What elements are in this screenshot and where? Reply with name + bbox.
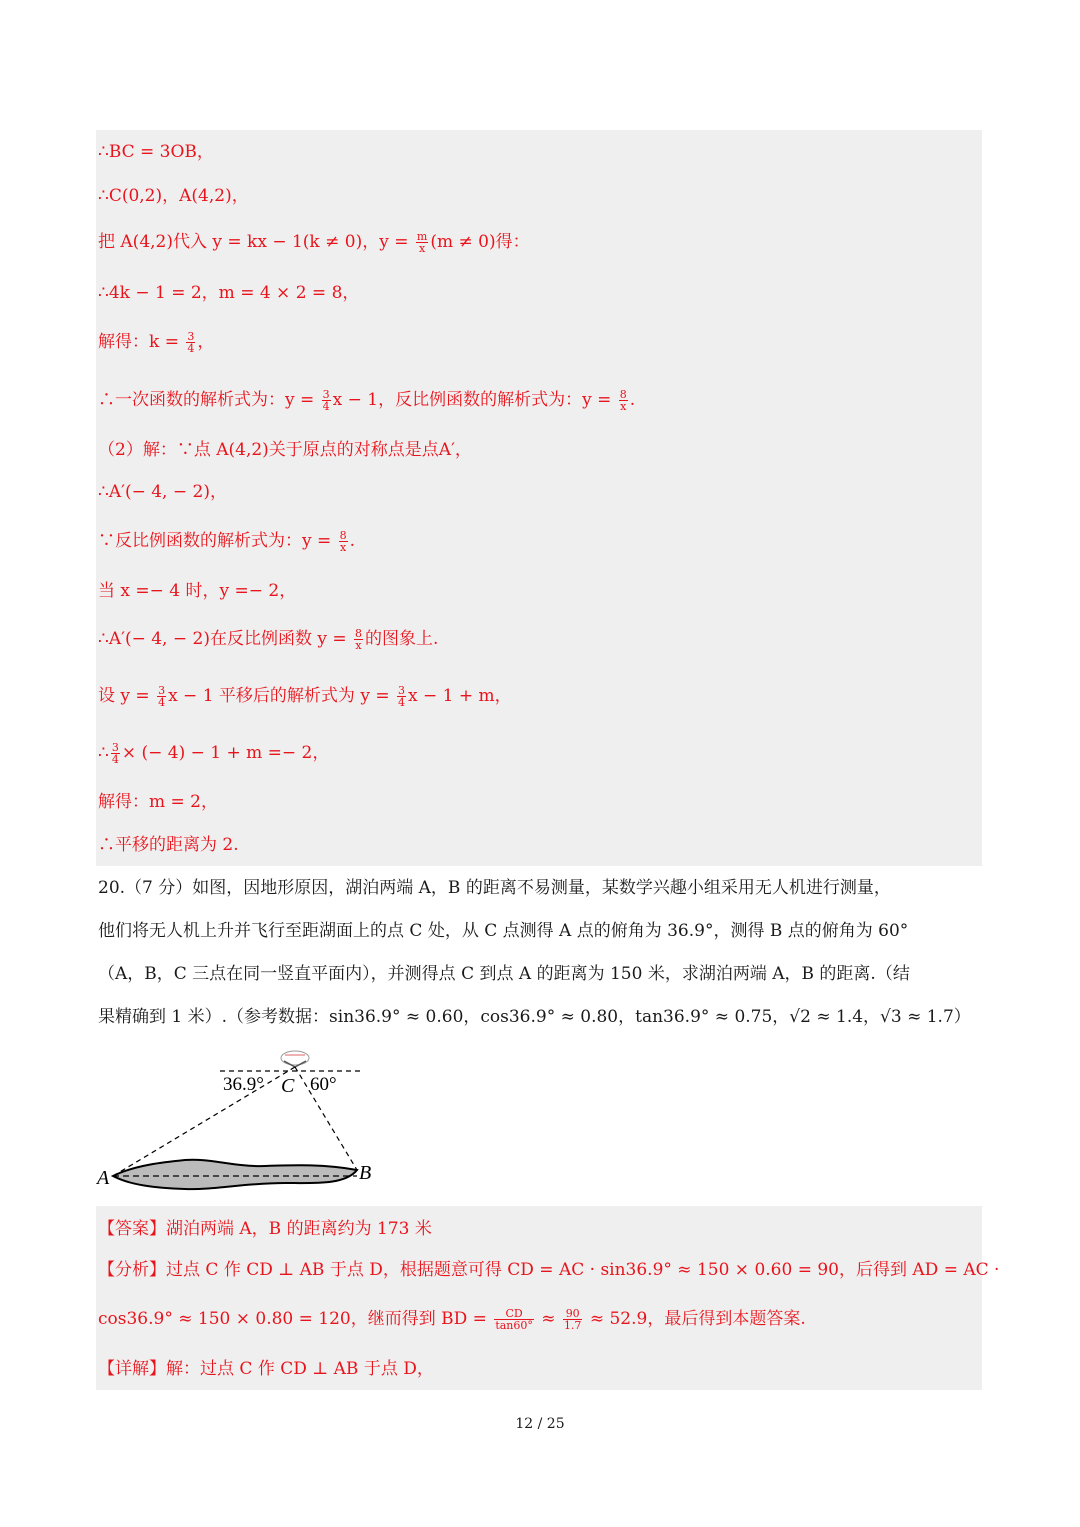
solution-line-11 bbox=[98, 628, 438, 651]
question-line-1: 20.（7 分）如图，因地形原因，湖泊两端 A，B 的距离不易测量，某数学兴趣小组采用无人机进行测量， bbox=[98, 878, 891, 898]
solution-line-9-text: ∵反比例函数的解析式为：y = bbox=[98, 531, 337, 551]
solution-line-6 bbox=[98, 389, 635, 412]
fraction: $\frac{8}{x}$ bbox=[355, 627, 363, 652]
solution-line-8: ∴A′(− 4, − 2)， bbox=[98, 482, 227, 502]
solution-line-3-tail: (m ≠ 0)得： bbox=[430, 232, 530, 252]
angle-left-label: 36.9° bbox=[223, 1074, 264, 1095]
angle-right-label: 60° bbox=[310, 1074, 337, 1095]
point-b-label: B bbox=[359, 1162, 372, 1184]
drone-icon bbox=[281, 1051, 309, 1067]
solution-line-4: ∴4k − 1 = 2，m = 4 × 2 = 8， bbox=[98, 283, 360, 303]
solution-line-1: ∴BC = 3OB， bbox=[98, 142, 214, 162]
solution-line-11-text: ∴A′(− 4, − 2)在反比例函数 y = bbox=[98, 629, 353, 649]
solution-line-7: （2）解：∵点 A(4,2)关于原点的对称点是点A′， bbox=[98, 440, 472, 460]
detail-line: 【详解】解：过点 C 作 CD ⊥ AB 于点 D， bbox=[98, 1359, 434, 1379]
solution-line-12 bbox=[98, 685, 512, 708]
analysis-line-2-text: cos36.9° ≈ 150 × 0.80 = 120，继而得到 BD = bbox=[98, 1309, 493, 1329]
lake-drone-figure bbox=[95, 1045, 395, 1195]
solution-line-10: 当 x =− 4 时，y =− 2， bbox=[98, 581, 297, 601]
solution-line-3-text: 把 A(4,2)代入 y = kx − 1(k ≠ 0)，y = bbox=[98, 232, 414, 252]
solution-line-11-tail: 的图象上. bbox=[365, 629, 439, 649]
solution-line-5 bbox=[98, 331, 214, 354]
solution-line-15: ∴平移的距离为 2. bbox=[98, 835, 239, 855]
solution-line-9 bbox=[98, 530, 355, 553]
solution-line-14: 解得：m = 2， bbox=[98, 792, 218, 812]
point-c-label: C bbox=[281, 1075, 295, 1097]
question-line-2: 他们将无人机上升并飞行至距湖面上的点 C 处，从 C 点测得 A 点的俯角为 36.9°，测得 B 点的俯角为 60° bbox=[98, 921, 909, 941]
page-number: 12 / 25 bbox=[515, 1416, 565, 1432]
solution-line-13-text: ∴ bbox=[98, 743, 109, 763]
solution-line-6-mid: x − 1，反比例函数的解析式为：y = bbox=[332, 390, 617, 410]
fraction: $\frac{3}{4}$ bbox=[111, 741, 119, 766]
fraction: $\frac{3}{4}$ bbox=[397, 684, 405, 709]
question-line-4: 果精确到 1 米）.（参考数据：sin36.9° ≈ 0.60，cos36.9° ≈ 0.80，tan36.9° ≈ 0.75，√2 ≈ 1.4，√3 ≈ 1.7） bbox=[98, 1007, 971, 1027]
solution-line-3 bbox=[98, 231, 530, 254]
analysis-line-2 bbox=[98, 1308, 806, 1331]
answer-line: 【答案】湖泊两端 A，B 的距离约为 173 米 bbox=[98, 1219, 432, 1239]
fraction: $\frac{3}{4}$ bbox=[158, 684, 166, 709]
approx-sign: ≈ bbox=[535, 1309, 561, 1329]
solution-line-13 bbox=[98, 742, 329, 765]
solution-line-12-tail: x − 1 + m， bbox=[407, 686, 512, 706]
solution-line-2: ∴C(0,2)，A(4,2)， bbox=[98, 186, 249, 206]
question-line-3: （A，B，C 三点在同一竖直平面内），并测得点 C 到点 A 的距离为 150 米，求湖泊两端 A，B 的距离.（结 bbox=[98, 964, 910, 984]
solution-line-6-text: ∴一次函数的解析式为：y = bbox=[98, 390, 320, 410]
fraction: $\frac{90}{1.7}$ bbox=[563, 1307, 582, 1332]
fraction: $\frac{CD}{\tan 60^\circ}$ bbox=[495, 1307, 533, 1332]
solution-line-5-tail: ， bbox=[197, 332, 215, 352]
fraction: $\frac{3}{4}$ bbox=[187, 330, 195, 355]
solution-line-13-tail: × (− 4) − 1 + m =− 2， bbox=[121, 743, 330, 763]
solution-line-9-tail: . bbox=[349, 531, 356, 551]
fraction: $\frac{m}{x}$ bbox=[416, 230, 428, 255]
fraction: $\frac{8}{x}$ bbox=[339, 529, 347, 554]
analysis-line-1: 【分析】过点 C 作 CD ⊥ AB 于点 D，根据题意可得 CD = AC · sin36.9° ≈ 150 × 0.60 = 90，后得到 AD = AC · bbox=[98, 1260, 1000, 1280]
solution-line-5-text: 解得：k = bbox=[98, 332, 185, 352]
lake-shape bbox=[113, 1160, 357, 1189]
fraction: $\frac{3}{4}$ bbox=[322, 388, 330, 413]
analysis-line-2-tail: ≈ 52.9，最后得到本题答案. bbox=[584, 1309, 806, 1329]
solution-line-6-tail: . bbox=[629, 390, 636, 410]
solution-line-12-text: 设 y = bbox=[98, 686, 156, 706]
point-a-label: A bbox=[97, 1167, 110, 1189]
fraction: $\frac{8}{x}$ bbox=[619, 388, 627, 413]
solution-line-12-mid: x − 1 平移后的解析式为 y = bbox=[168, 686, 395, 706]
